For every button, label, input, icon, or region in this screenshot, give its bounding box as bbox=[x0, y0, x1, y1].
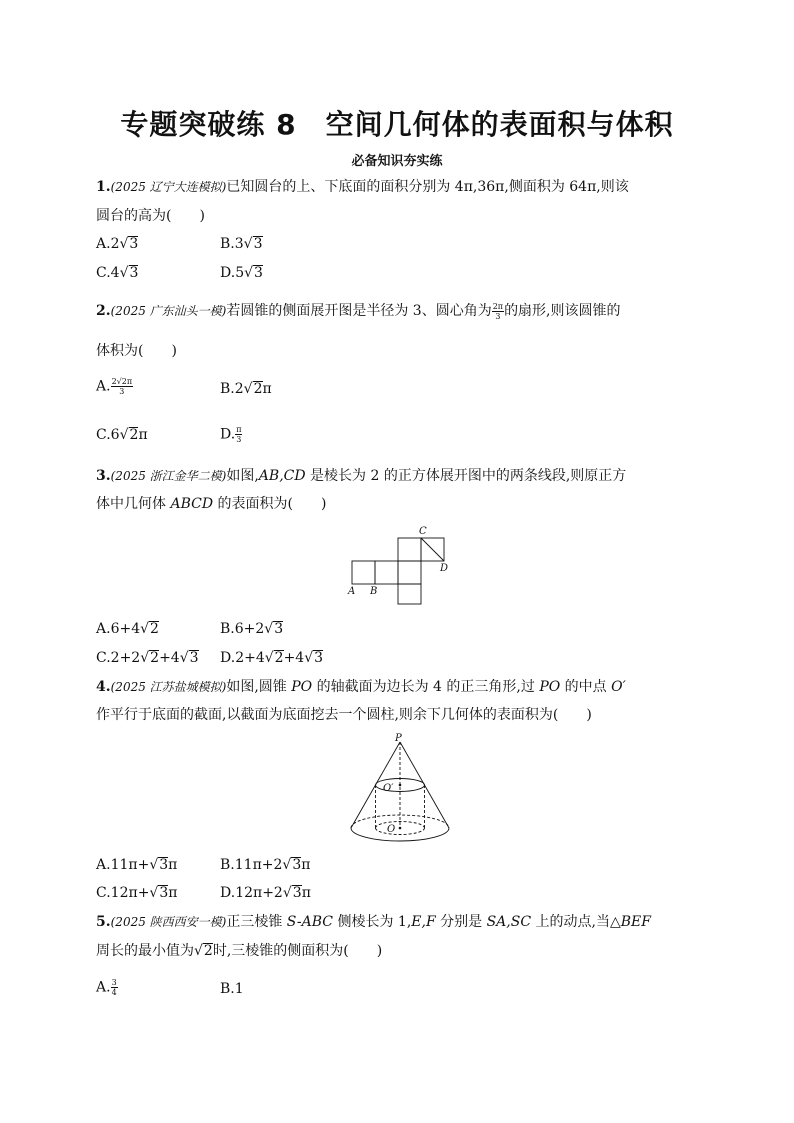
q2-option-a: A. $\frac{2√2\pi}{3}$ bbox=[96, 377, 133, 396]
q4-option-a: A.11π+√3π bbox=[96, 857, 178, 873]
question-4-line2: 作平行于底面的截面,以截面为底面挖去一个圆柱,则余下几何体的表面积为( ) bbox=[96, 707, 592, 723]
page-title: 专题突破练 8 空间几何体的表面积与体积 bbox=[120, 108, 674, 141]
q2-option-b: B.2√2π bbox=[220, 381, 272, 397]
question-1-line2: 圆台的高为( ) bbox=[96, 208, 205, 224]
fraction: $\frac{2\pi}{3}$ bbox=[492, 301, 504, 321]
q1-option-d: D.5√3 bbox=[220, 265, 263, 281]
label-p: P bbox=[395, 733, 402, 744]
q2-option-c: C.6√2π bbox=[96, 427, 148, 443]
question-4-line1: 4.(2025 江苏盐城模拟)如图,圆锥 PO 的轴截面为边长为 4 的正三角形,过 PO 的中点 O′ bbox=[96, 679, 626, 695]
question-5-line2: 周长的最小值为√2时,三棱锥的侧面积为( ) bbox=[96, 943, 383, 959]
q1-option-b: B.3√3 bbox=[220, 236, 263, 252]
label-b: B bbox=[370, 586, 378, 597]
label-c: C bbox=[419, 526, 427, 537]
label-a: A bbox=[348, 586, 356, 597]
question-5-line1: 5.(2025 陕西西安一模)正三棱锥 S-ABC 侧棱长为 1,E,F 分别是 SA,SC 上的动点,当△BEF bbox=[96, 914, 651, 930]
label-d: D bbox=[440, 563, 449, 574]
label-o: O bbox=[387, 824, 396, 835]
cube-net-figure bbox=[340, 522, 460, 608]
q4-option-c: C.12π+√3π bbox=[96, 885, 178, 901]
q2-option-d: D. $\frac{\pi}{3}$ bbox=[220, 425, 242, 444]
q3-option-c: C.2+2√2+4√3 bbox=[96, 650, 199, 666]
label-o-prime: O′ bbox=[383, 783, 394, 794]
question-1-line1 bbox=[96, 177, 629, 197]
q4-option-b: B.11π+2√3π bbox=[220, 857, 311, 873]
q5-option-a: A. $\frac{3}{4}$ bbox=[96, 978, 117, 997]
question-3-line1: 3.(2025 浙江金华二模)如图,AB,CD 是棱长为 2 的正方体展开图中的两条线段,则原正方 bbox=[96, 468, 627, 484]
question-2-line2: 体积为( ) bbox=[96, 343, 177, 359]
question-text: 已知圆台的上、下底面的面积分别为 4π,36π,侧面积为 64π,则该 bbox=[226, 179, 629, 195]
question-2-line1: 2.(2025 广东汕头一模)若圆锥的侧面展开图是半径为 3、圆心角为 $\frac{2\pi}{3}$ 的扇形,则该圆锥的 bbox=[96, 301, 621, 321]
q1-option-a: A.2√3 bbox=[96, 236, 139, 252]
q1-option-c: C.4√3 bbox=[96, 265, 139, 281]
question-number: 1. bbox=[96, 179, 111, 195]
question-3-line2: 体中几何体 ABCD 的表面积为( ) bbox=[96, 496, 327, 512]
question-source: (2025 辽宁大连模拟) bbox=[110, 180, 227, 194]
cone-figure bbox=[340, 732, 460, 848]
segment-cd bbox=[421, 538, 444, 561]
q4-option-d: D.12π+2√3π bbox=[220, 885, 311, 901]
q5-option-b: B.1 bbox=[220, 981, 244, 997]
q3-option-b: B.6+2√3 bbox=[220, 621, 284, 637]
q3-option-a: A.6+4√2 bbox=[96, 621, 159, 637]
section-subtitle: 必备知识夯实练 bbox=[351, 154, 443, 169]
q3-option-d: D.2+4√2+4√3 bbox=[220, 650, 324, 666]
